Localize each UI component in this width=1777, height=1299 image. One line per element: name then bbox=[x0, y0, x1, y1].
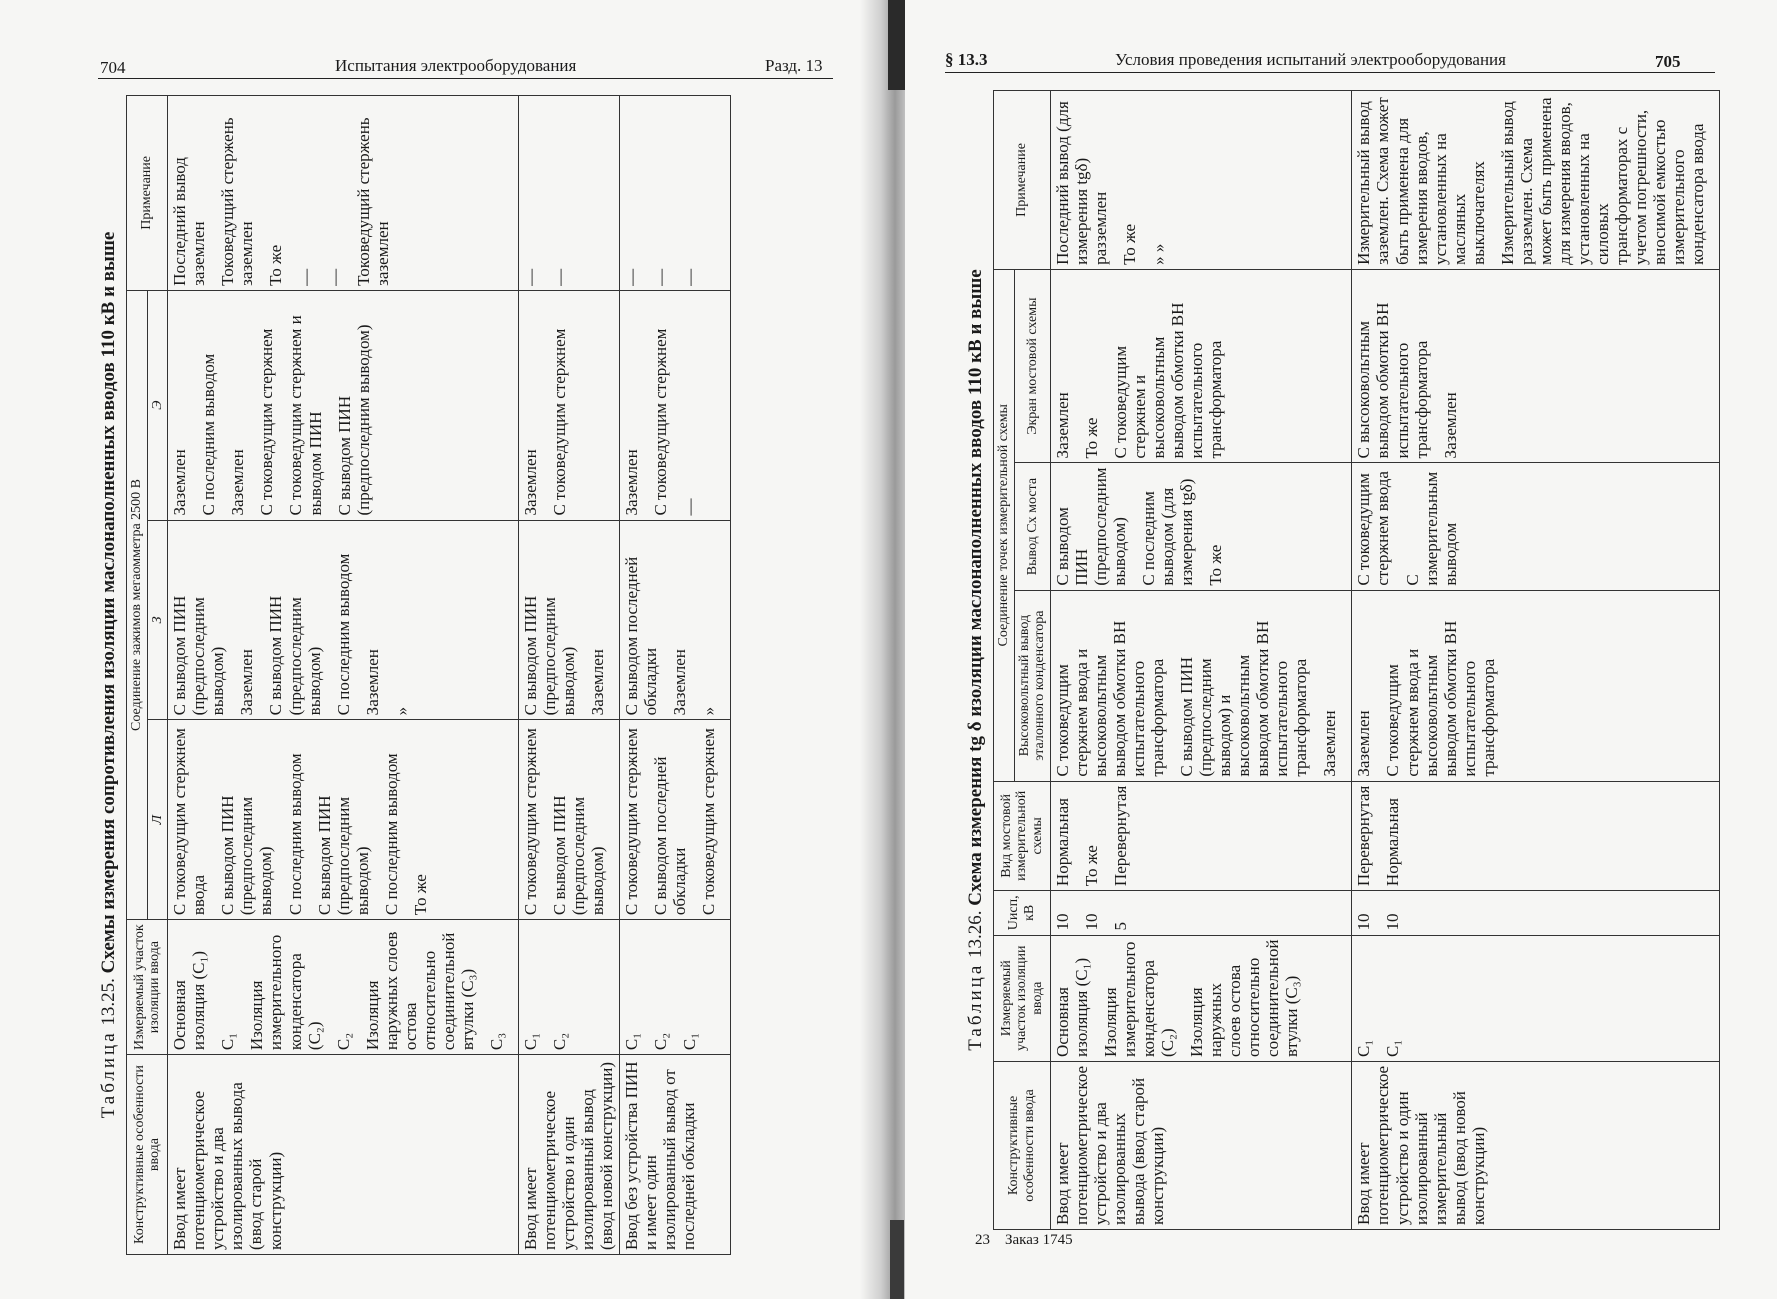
hv-text: С выводом ПИН (предпоследним выводом) и высоковольтным выводом обмотки ВН испытательного трансформатора bbox=[1177, 620, 1311, 777]
gutter-shadow bbox=[890, 1220, 904, 1299]
Z-text: Заземлен bbox=[587, 649, 607, 716]
E-text: С выводом ПИН (предпоследним выводом) bbox=[334, 324, 373, 516]
signature-mark: 23 bbox=[975, 1232, 990, 1248]
table-row bbox=[619, 96, 730, 1255]
page-number: 704 bbox=[100, 58, 126, 77]
header-voltage: Uисп, кВ bbox=[994, 891, 1051, 935]
table-caption bbox=[98, 95, 126, 1255]
hv-cell bbox=[1352, 590, 1720, 781]
hv-text: Заземлен bbox=[1354, 710, 1374, 777]
Z-text: С выводом последней обкладки bbox=[621, 556, 660, 716]
header-feature: Конструктивные особенности ввода bbox=[994, 1061, 1051, 1229]
note-text: Токоведущий стержень заземлен bbox=[353, 117, 392, 286]
Z-text: С последним выводом bbox=[333, 553, 353, 716]
E-text: Заземлен bbox=[228, 449, 248, 516]
part-text: C₁ bbox=[1383, 1039, 1403, 1057]
table-row bbox=[518, 96, 619, 1255]
Z-text: » bbox=[391, 706, 411, 716]
part-cell bbox=[518, 920, 619, 1055]
screen-text: С токоведущим стержнем и высоковольтным выводом обмотки ВН испытательного трансформатора bbox=[1111, 302, 1226, 459]
note-cell bbox=[168, 96, 518, 291]
cx-text: С последним выводом (для измерения tgδ) bbox=[1139, 478, 1197, 586]
kind-text: Перевернутая bbox=[1354, 785, 1374, 887]
note-text: — bbox=[680, 268, 699, 286]
screen-text: С высоковольтным выводом обмотки ВН испытательного трансформатора bbox=[1354, 302, 1431, 459]
Z-cell bbox=[619, 520, 730, 720]
note-text: — bbox=[324, 268, 344, 286]
voltage-text: 10 bbox=[1082, 913, 1102, 931]
running-title: Испытания электрооборудования bbox=[335, 56, 577, 75]
screen-text: То же bbox=[1082, 417, 1102, 459]
L-cell bbox=[168, 720, 518, 920]
part-text: Основная изоляция (C₁) bbox=[1053, 957, 1092, 1057]
part-text: C₂ bbox=[650, 1032, 670, 1051]
note-text: — bbox=[295, 268, 315, 286]
part-text: C₃ bbox=[486, 1032, 506, 1051]
cx-text: С токоведущим стержнем ввода bbox=[1354, 471, 1393, 586]
hv-cell bbox=[1051, 590, 1352, 781]
header-hv: Высоковольтный вывод эталонного конденсатора bbox=[1014, 590, 1050, 781]
table-caption bbox=[965, 90, 993, 1230]
right-page bbox=[905, 0, 1777, 1299]
header-group: Соединение точек измерительной схемы bbox=[994, 269, 1015, 781]
kind-text: Нормальная bbox=[1383, 798, 1403, 887]
E-text: С токоведущим стержнем bbox=[257, 328, 277, 516]
table-label: Таблица bbox=[98, 1030, 119, 1119]
hv-text: Заземлен bbox=[1320, 710, 1340, 777]
part-text: C₁ bbox=[1354, 1039, 1374, 1057]
E-cell bbox=[518, 290, 619, 520]
feature-cell: Ввод имеет потенциометрическое устройство и один изолированный вывод (ввод новой конструкции) bbox=[518, 1055, 619, 1255]
voltage-cell bbox=[1352, 891, 1720, 935]
header-rule bbox=[98, 78, 833, 79]
page-number: 705 bbox=[1655, 52, 1681, 71]
part-text: Основная изоляция (C₁) bbox=[170, 950, 209, 1051]
Z-text: Заземлен bbox=[237, 649, 257, 716]
cx-text: С выводом ПИН (предпоследним выводом) bbox=[1053, 467, 1130, 586]
L-text: С токоведущим стержнем bbox=[520, 728, 540, 916]
hv-text: С токоведущим стержнем ввода и высоковольтным выводом обмотки ВН испытательного трансформатора bbox=[1383, 620, 1498, 777]
L-text: С выводом последней обкладки bbox=[650, 756, 689, 916]
E-text: Заземлен bbox=[170, 449, 190, 516]
E-cell bbox=[619, 290, 730, 520]
L-text: С выводом ПИН (предпоследним выводом) bbox=[218, 795, 276, 916]
screen-text: Заземлен bbox=[1440, 392, 1460, 459]
feature-cell: Ввод имеет потенциометрическое устройство и два изолированных вывода (ввод старой конструкции) bbox=[1051, 1061, 1352, 1229]
Z-text: » bbox=[699, 706, 719, 716]
note-text: То же bbox=[266, 244, 286, 286]
section-label: Разд. 13 bbox=[765, 56, 823, 75]
note-text: То же bbox=[1120, 223, 1140, 265]
screen-cell bbox=[1051, 269, 1352, 463]
kind-cell bbox=[1352, 781, 1720, 890]
note-text: Последний вывод (для измерения tgδ) разземлен bbox=[1053, 101, 1111, 265]
header-rule bbox=[945, 72, 1715, 73]
data-table bbox=[126, 95, 731, 1255]
section-label: § 13.3 bbox=[945, 50, 988, 69]
kind-text: Нормальная bbox=[1053, 798, 1073, 887]
L-text: С токоведущим стержнем bbox=[699, 728, 719, 916]
E-text: С последним выводом bbox=[199, 353, 219, 516]
cx-cell bbox=[1352, 463, 1720, 590]
voltage-text: 10 bbox=[1383, 913, 1403, 931]
part-text: Изоляция измерительного конденсатора (C₂) bbox=[247, 934, 324, 1051]
kind-cell bbox=[1051, 781, 1352, 890]
header-L: Л bbox=[147, 720, 168, 920]
part-text: C₂ bbox=[333, 1032, 353, 1051]
part-text: C₁ bbox=[520, 1032, 540, 1051]
header-part: Измеряемый участок изоляции ввода bbox=[994, 935, 1051, 1061]
note-text: Измерительный вывод заземлен. Схема может быть применена для измерения вводов, установленных на масляных выключателях bbox=[1354, 97, 1488, 265]
E-text: С токоведущим стержнем и выводом ПИН bbox=[286, 315, 325, 516]
header-feature: Конструктивные особенности ввода bbox=[127, 1055, 168, 1255]
table-row bbox=[168, 96, 518, 1255]
table-number: 13.26. bbox=[965, 910, 986, 958]
part-text: C₁ bbox=[621, 1032, 641, 1051]
gutter-shadow bbox=[888, 0, 906, 90]
voltage-text: 10 bbox=[1053, 913, 1073, 931]
note-text: — bbox=[520, 268, 540, 286]
Z-text: С выводом ПИН (предпоследним выводом) bbox=[170, 595, 228, 716]
Z-text: С выводом ПИН (предпоследним выводом) bbox=[266, 595, 324, 716]
E-text: Заземлен bbox=[621, 449, 641, 516]
part-cell bbox=[168, 920, 518, 1055]
feature-cell: Ввод без устройства ПИН и имеет один изолированный вывод от последней обкладки bbox=[619, 1055, 730, 1255]
header-screen: Экран мостовой схемы bbox=[1014, 269, 1050, 463]
L-text: С последним выводом bbox=[381, 753, 401, 916]
table-13-26 bbox=[965, 90, 1720, 1230]
L-text: С выводом ПИН (предпоследним выводом) bbox=[549, 795, 607, 916]
table-13-25 bbox=[98, 95, 731, 1255]
table-row bbox=[1352, 91, 1720, 1230]
kind-text: То же bbox=[1082, 845, 1102, 887]
header-note: Примечание bbox=[127, 96, 168, 291]
header-E: Э bbox=[147, 290, 168, 520]
note-text: Токоведущий стержень заземлен bbox=[218, 117, 257, 286]
table-label: Таблица bbox=[965, 962, 986, 1051]
voltage-text: 5 bbox=[1111, 922, 1131, 931]
note-text: — bbox=[549, 268, 569, 286]
part-cell bbox=[1352, 935, 1720, 1061]
L-cell bbox=[619, 720, 730, 920]
E-text: — bbox=[680, 498, 699, 516]
part-text: Изоляция измерительного конденсатора (C₂) bbox=[1101, 941, 1178, 1057]
part-text: Изоляция наружных слоев остова относительно соединительной втулки (C₃) bbox=[1187, 939, 1302, 1057]
table-number: 13.25. bbox=[98, 978, 119, 1026]
screen-text: Заземлен bbox=[1053, 392, 1073, 459]
table-title: Схема измерения tg δ изоляции маслонаполненных вводов 110 кВ и выше bbox=[965, 269, 986, 906]
Z-text: Заземлен bbox=[670, 649, 689, 716]
Z-cell bbox=[168, 520, 518, 720]
note-cell bbox=[1051, 91, 1352, 270]
L-text: С токоведущим стержнем bbox=[621, 728, 641, 916]
voltage-text: 10 bbox=[1354, 913, 1374, 931]
table-row bbox=[1051, 91, 1352, 1230]
L-text: С последним выводом bbox=[285, 753, 305, 916]
note-text: — bbox=[650, 268, 670, 286]
header-Z: З bbox=[147, 520, 168, 720]
header-part: Измеряемый участок изоляции ввода bbox=[127, 920, 168, 1055]
left-page bbox=[0, 0, 880, 1299]
feature-cell: Ввод имеет потенциометрическое устройство и два изолированных вывода (ввод старой конструкции) bbox=[168, 1055, 518, 1255]
feature-cell: Ввод имеет потенциометрическое устройство и один изолированный измерительный вывод (ввод новой конструкции) bbox=[1352, 1061, 1720, 1229]
note-cell bbox=[518, 96, 619, 291]
L-cell bbox=[518, 720, 619, 920]
cx-text: То же bbox=[1206, 544, 1226, 586]
hv-text: С токоведущим стержнем ввода и высоковольтным выводом обмотки ВН испытательного трансформатора bbox=[1053, 620, 1168, 777]
order-number: Заказ 1745 bbox=[1005, 1232, 1073, 1248]
header-kind: Вид мостовой измерительной схемы bbox=[994, 781, 1051, 890]
note-text: Последний вывод заземлен bbox=[170, 157, 209, 286]
part-text: Изоляция наружных слоев остова относительно соединительной втулки (C₃) bbox=[362, 931, 477, 1051]
Z-text: С выводом ПИН (предпоследним выводом) bbox=[520, 595, 578, 716]
footer bbox=[975, 1232, 1073, 1249]
Z-cell bbox=[518, 520, 619, 720]
L-text: С токоведущим стержнем ввода bbox=[170, 728, 209, 916]
note-text: — bbox=[621, 268, 641, 286]
cx-cell bbox=[1051, 463, 1352, 590]
L-text: То же bbox=[410, 874, 430, 916]
part-cell bbox=[619, 920, 730, 1055]
E-cell bbox=[168, 290, 518, 520]
screen-cell bbox=[1352, 269, 1720, 463]
Z-text: Заземлен bbox=[362, 649, 382, 716]
note-cell bbox=[1352, 91, 1720, 270]
header-note: Примечание bbox=[994, 91, 1051, 270]
kind-text: Перевернутая bbox=[1111, 785, 1131, 887]
note-text: Измерительный вывод разземлен. Схема может быть применена для измерения вводов, установленных на силовых трансформаторах с учетом погрешности, вносимой емкостью измерительного конденсатора ввода bbox=[1497, 97, 1707, 265]
part-cell bbox=[1051, 935, 1352, 1061]
E-text: С токоведущим стержнем bbox=[650, 328, 670, 516]
part-text: C₁ bbox=[680, 1032, 699, 1051]
E-text: Заземлен bbox=[520, 449, 540, 516]
part-text: C₂ bbox=[549, 1032, 569, 1051]
E-text: С токоведущим стержнем bbox=[549, 328, 569, 516]
data-table bbox=[993, 90, 1720, 1230]
header-group: Соединение зажимов мегаомметра 2500 В bbox=[127, 290, 148, 919]
note-text: » » bbox=[1149, 243, 1169, 265]
part-text: C₁ bbox=[218, 1032, 238, 1051]
header-cx: Вывод Cx моста bbox=[1014, 463, 1050, 590]
L-text: С выводом ПИН (предпоследним выводом) bbox=[314, 795, 372, 916]
running-title: Условия проведения испытаний электрооборудования bbox=[1115, 50, 1506, 69]
voltage-cell bbox=[1051, 891, 1352, 935]
cx-text: С измерительным выводом bbox=[1402, 471, 1460, 586]
note-cell bbox=[619, 96, 730, 291]
table-title: Схемы измерения сопротивления изоляции маслонаполненных вводов 110 кВ и выше bbox=[98, 231, 119, 974]
